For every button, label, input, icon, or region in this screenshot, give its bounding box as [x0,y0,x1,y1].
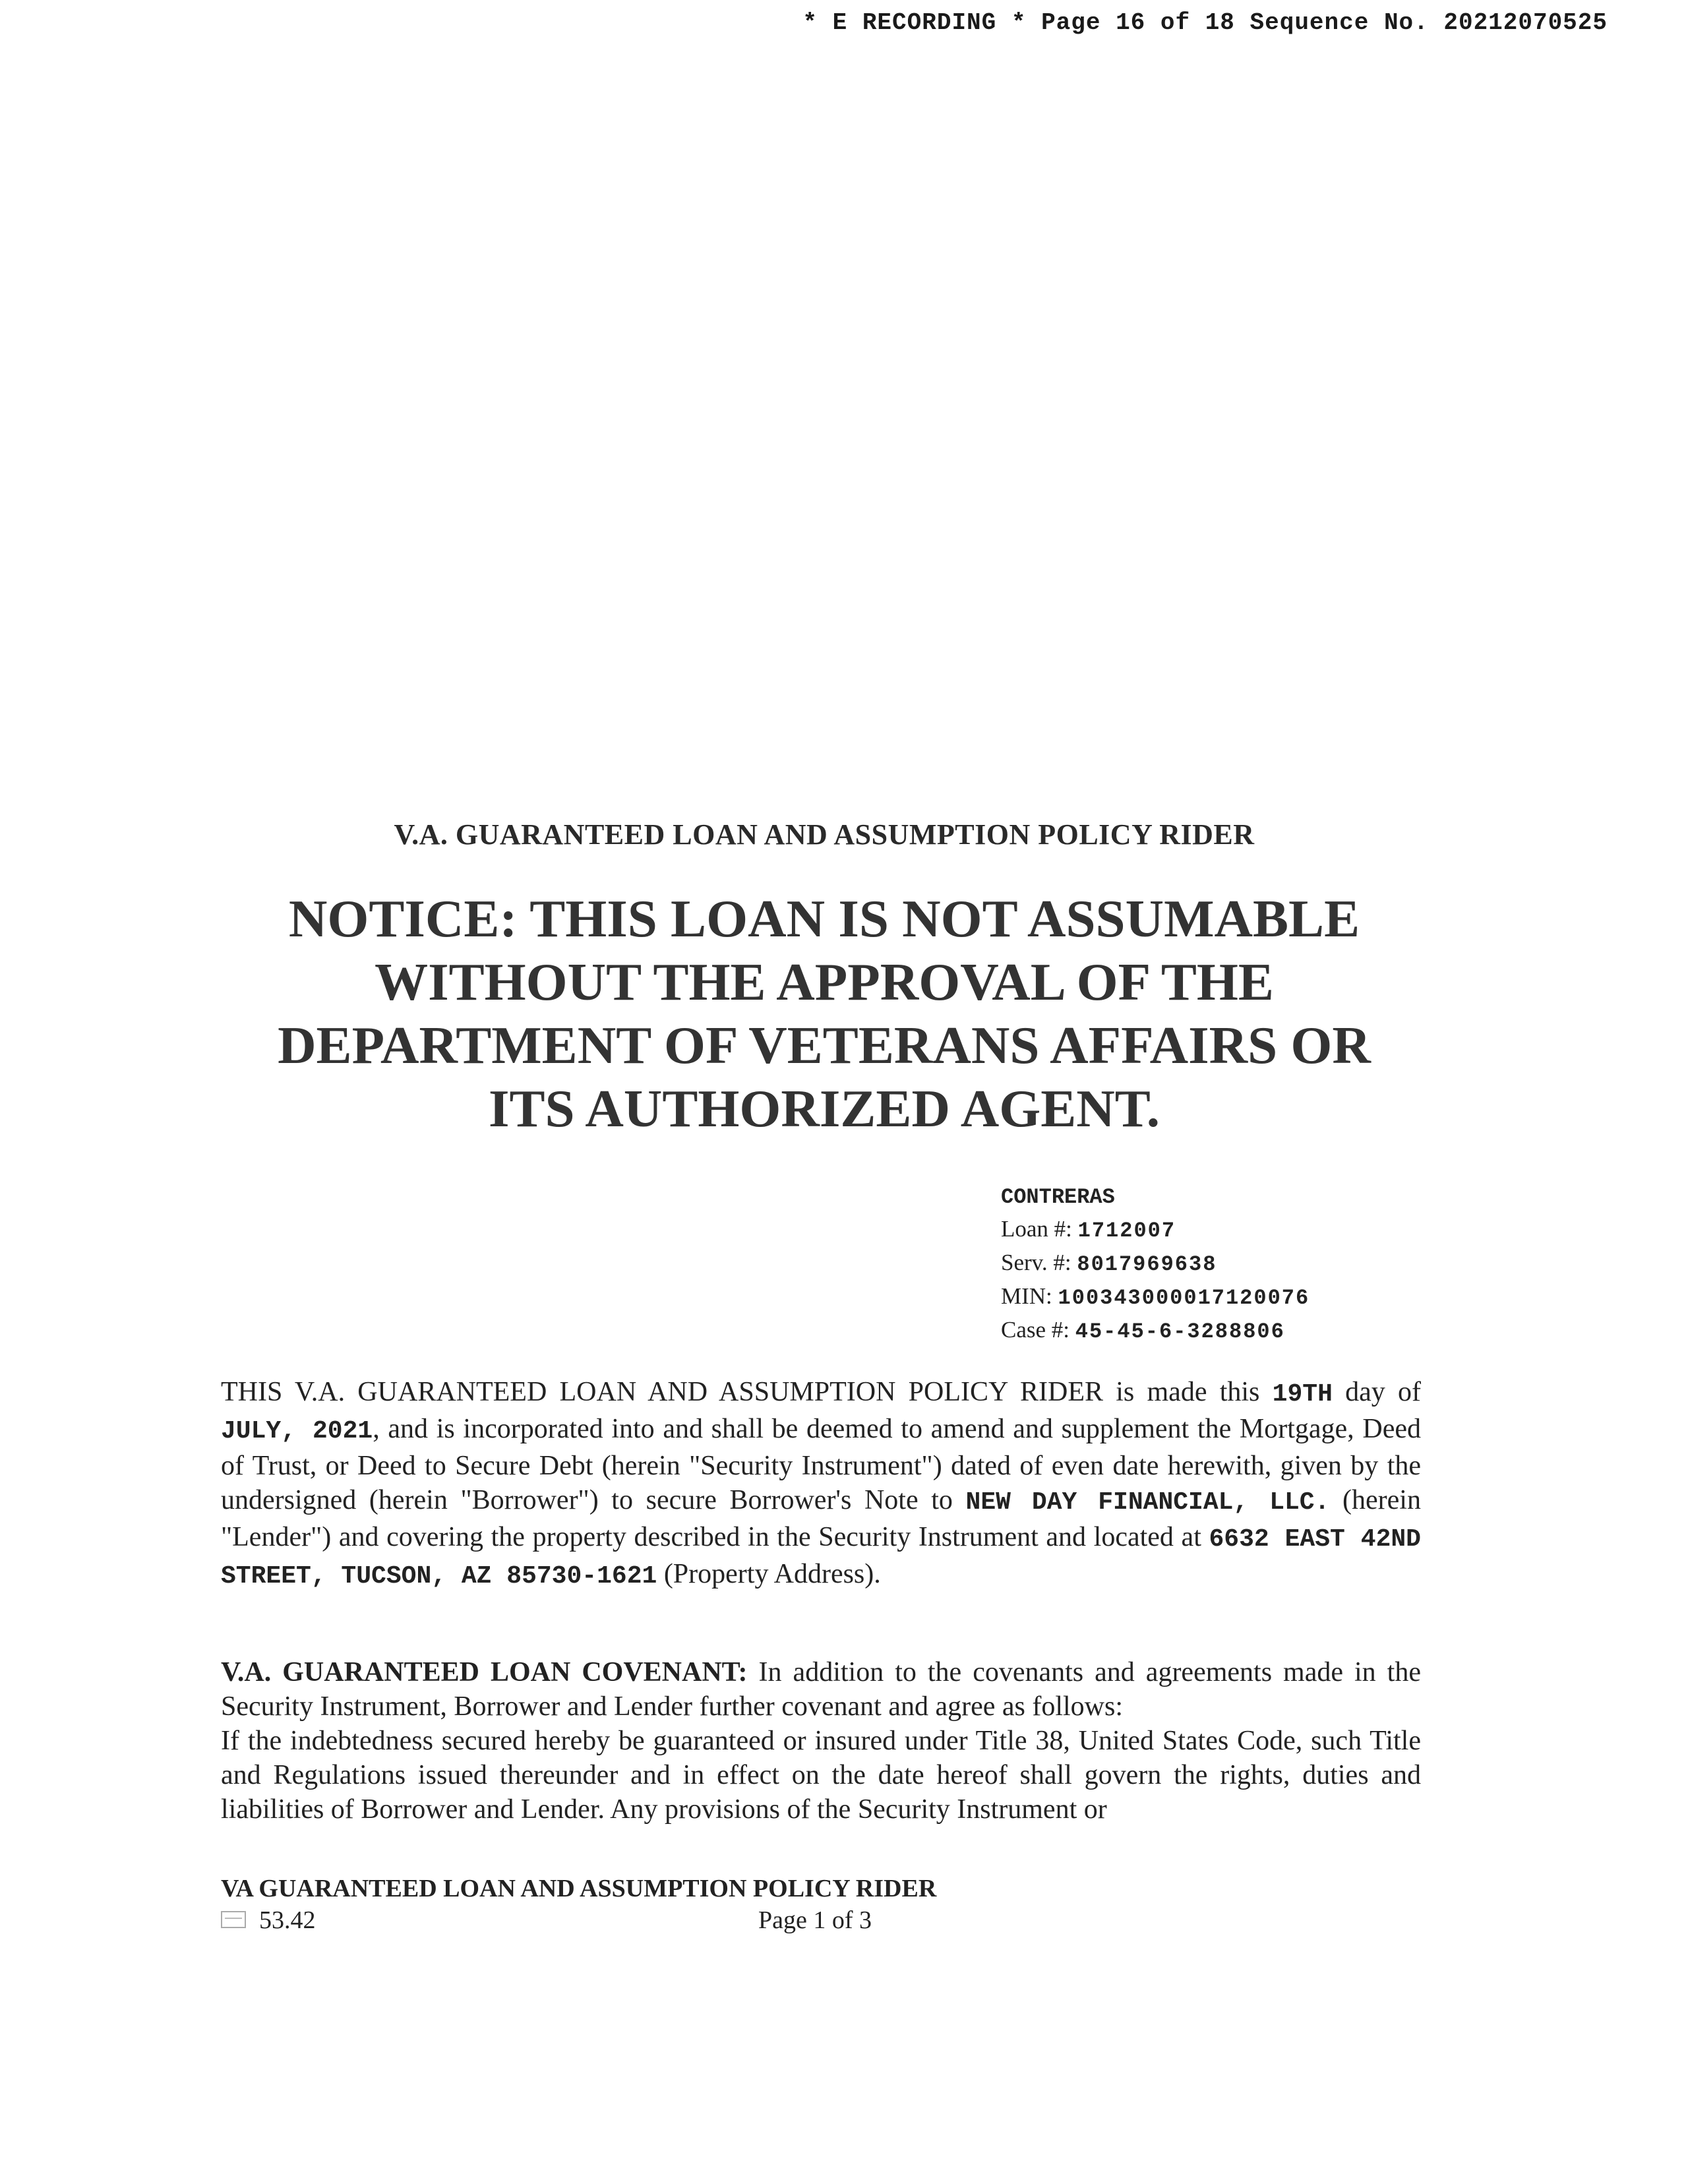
case-number-row [1001,1314,1310,1348]
case-number-label: Case #: [1001,1317,1075,1343]
min-label: MIN: [1001,1283,1058,1309]
notice-line-2: WITHOUT THE APPROVAL OF THE [375,952,1274,1012]
covenant-text-2: If the indebtedness secured hereby be guaranteed or insured under Title 38, United States Code, such Title and Regulations issued thereunder and in effect on the date hereof shall govern the rights, duties and liabilities of Borrower and Lender. Any provisions of the Security Instrument or [221,1726,1421,1825]
form-number-value: 53.42 [259,1906,316,1934]
notice-line-3: DEPARTMENT OF VETERANS AFFAIRS OR [278,1016,1371,1075]
notice-line-4: ITS AUTHORIZED AGENT. [488,1079,1160,1138]
serv-number-row [1001,1247,1310,1281]
loan-number-value: 1712007 [1077,1219,1176,1243]
para1-text-4: (herein "Lender") and covering the property described in the Security Instrument and located at [221,1485,1421,1552]
borrower-name: CONTRERAS [1001,1185,1115,1209]
serv-number-label: Serv. #: [1001,1250,1077,1275]
rider-title: V.A. GUARANTEED LOAN AND ASSUMPTION POLICY RIDER [394,818,1255,851]
loan-number-row [1001,1213,1310,1247]
rider-date: JULY, 2021 [221,1417,373,1445]
covenant-paragraph [221,1655,1421,1827]
min-value: 100343000017120076 [1058,1286,1310,1310]
footer-page-number: Page 1 of 3 [758,1906,872,1934]
para1-text-3: , and is incorporated into and shall be deemed to amend and supplement the Mortgage, Deed of Trust, or Deed to Secure Debt (herein "Security Instrument") dated of even date herewith, given by the undersigned (herein "Borrower") to secure Borrower's Note to [221,1414,1421,1515]
para1-text-1: THIS V.A. GUARANTEED LOAN AND ASSUMPTION POLICY RIDER is made this [221,1377,1273,1407]
footer-form-number [221,1906,316,1935]
para1-text-2: day of [1332,1377,1421,1407]
rider-day: 19TH [1272,1380,1333,1409]
serv-number-value: 8017969638 [1077,1252,1217,1277]
notice-line-1: NOTICE: THIS LOAN IS NOT ASSUMABLE [288,889,1360,948]
footer-title: VA GUARANTEED LOAN AND ASSUMPTION POLICY RIDER [221,1875,937,1902]
min-row [1001,1281,1310,1314]
covenant-heading: V.A. GUARANTEED LOAN COVENANT: [221,1657,748,1687]
property-address: 6632 EAST 42ND STREET, TUCSON, AZ 85730-1621 [221,1525,1421,1591]
rider-intro-paragraph [221,1375,1421,1594]
case-number-value: 45-45-6-3288806 [1075,1320,1285,1344]
loan-number-label: Loan #: [1001,1216,1078,1242]
covenant-text-1: In addition to the covenants and agreements made in the Security Instrument, Borrower and Lender further covenant and agree as follows: [221,1657,1421,1722]
recording-header: * E RECORDING * Page 16 of 18 Sequence No. 20212070525 [802,9,1608,36]
form-icon [221,1911,246,1928]
notice-heading [224,887,1424,1140]
loan-info-block [1001,1182,1310,1348]
para1-text-5: (Property Address). [657,1559,881,1589]
lender-name: NEW DAY FINANCIAL, LLC. [965,1488,1330,1517]
